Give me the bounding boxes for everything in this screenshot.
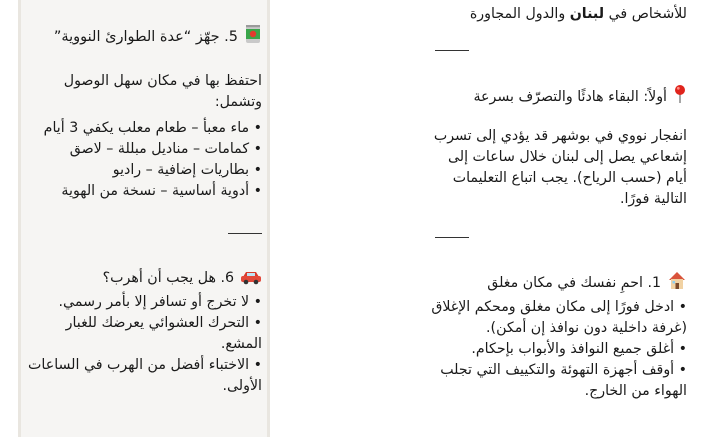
divider xyxy=(435,237,469,238)
section5-title: 5. جهّز “عدة الطوارئ النووية” xyxy=(28,24,262,51)
list-item: • كمامات – مناديل مبللة – لاصق xyxy=(69,141,262,157)
divider xyxy=(228,233,262,234)
list-item: • أدوية أساسية – نسخة من الهوية xyxy=(61,183,262,199)
house-icon xyxy=(667,270,687,297)
canned-food-icon xyxy=(244,24,262,51)
divider xyxy=(435,50,469,51)
list-item: • لا تخرج أو تسافر إلا بأمر رسمي. xyxy=(58,294,262,310)
list-item: • ادخل فورًا إلى مكان مغلق ومحكم الإغلاق (غرفة داخلية دون نوافذ إن أمكن). xyxy=(431,299,687,336)
intro-line: للأشخاص في لبنان والدول المجاورة xyxy=(469,6,687,22)
left-column xyxy=(18,0,270,437)
list-item: • أغلق جميع النوافذ والأبواب بإحكام. xyxy=(471,341,687,357)
round-pushpin-icon xyxy=(673,84,687,111)
car-icon xyxy=(240,269,262,292)
list-item: • أوقف أجهزة التهوئة والتكييف التي تجلب الهواء من الخارج. xyxy=(440,362,687,399)
list-item: • بطاريات إضافية – راديو xyxy=(112,162,262,178)
section1-body: انفجار نووي في بوشهر قد يؤدي إلى تسرب إشعاعي يصل إلى لبنان خلال ساعات إلى أيام (حسب الرياح). يجب اتباع التعليمات التالية فورًا. xyxy=(433,128,687,207)
left-column-border xyxy=(267,0,270,437)
list-item: • الاختباء أفضل من الهرب في الساعات الأولى. xyxy=(28,357,262,394)
section2-title: 1. احمِ نفسك في مكان مغلق xyxy=(425,270,687,297)
section6-title: 6. هل يجب أن أهرب؟ xyxy=(28,268,262,292)
list-item: • ماء معبأ – طعام معلب يكفي 3 أيام xyxy=(43,120,262,136)
section1-title: أولاً: البقاء هادئًا والتصرّف بسرعة xyxy=(425,84,687,111)
list-item: • التحرك العشوائي يعرضك للغبار المشع. xyxy=(65,315,262,352)
section5-intro: احتفظ بها في مكان سهل الوصول وتشمل: xyxy=(63,73,262,110)
left-column-border xyxy=(18,0,21,437)
right-column xyxy=(425,0,687,437)
